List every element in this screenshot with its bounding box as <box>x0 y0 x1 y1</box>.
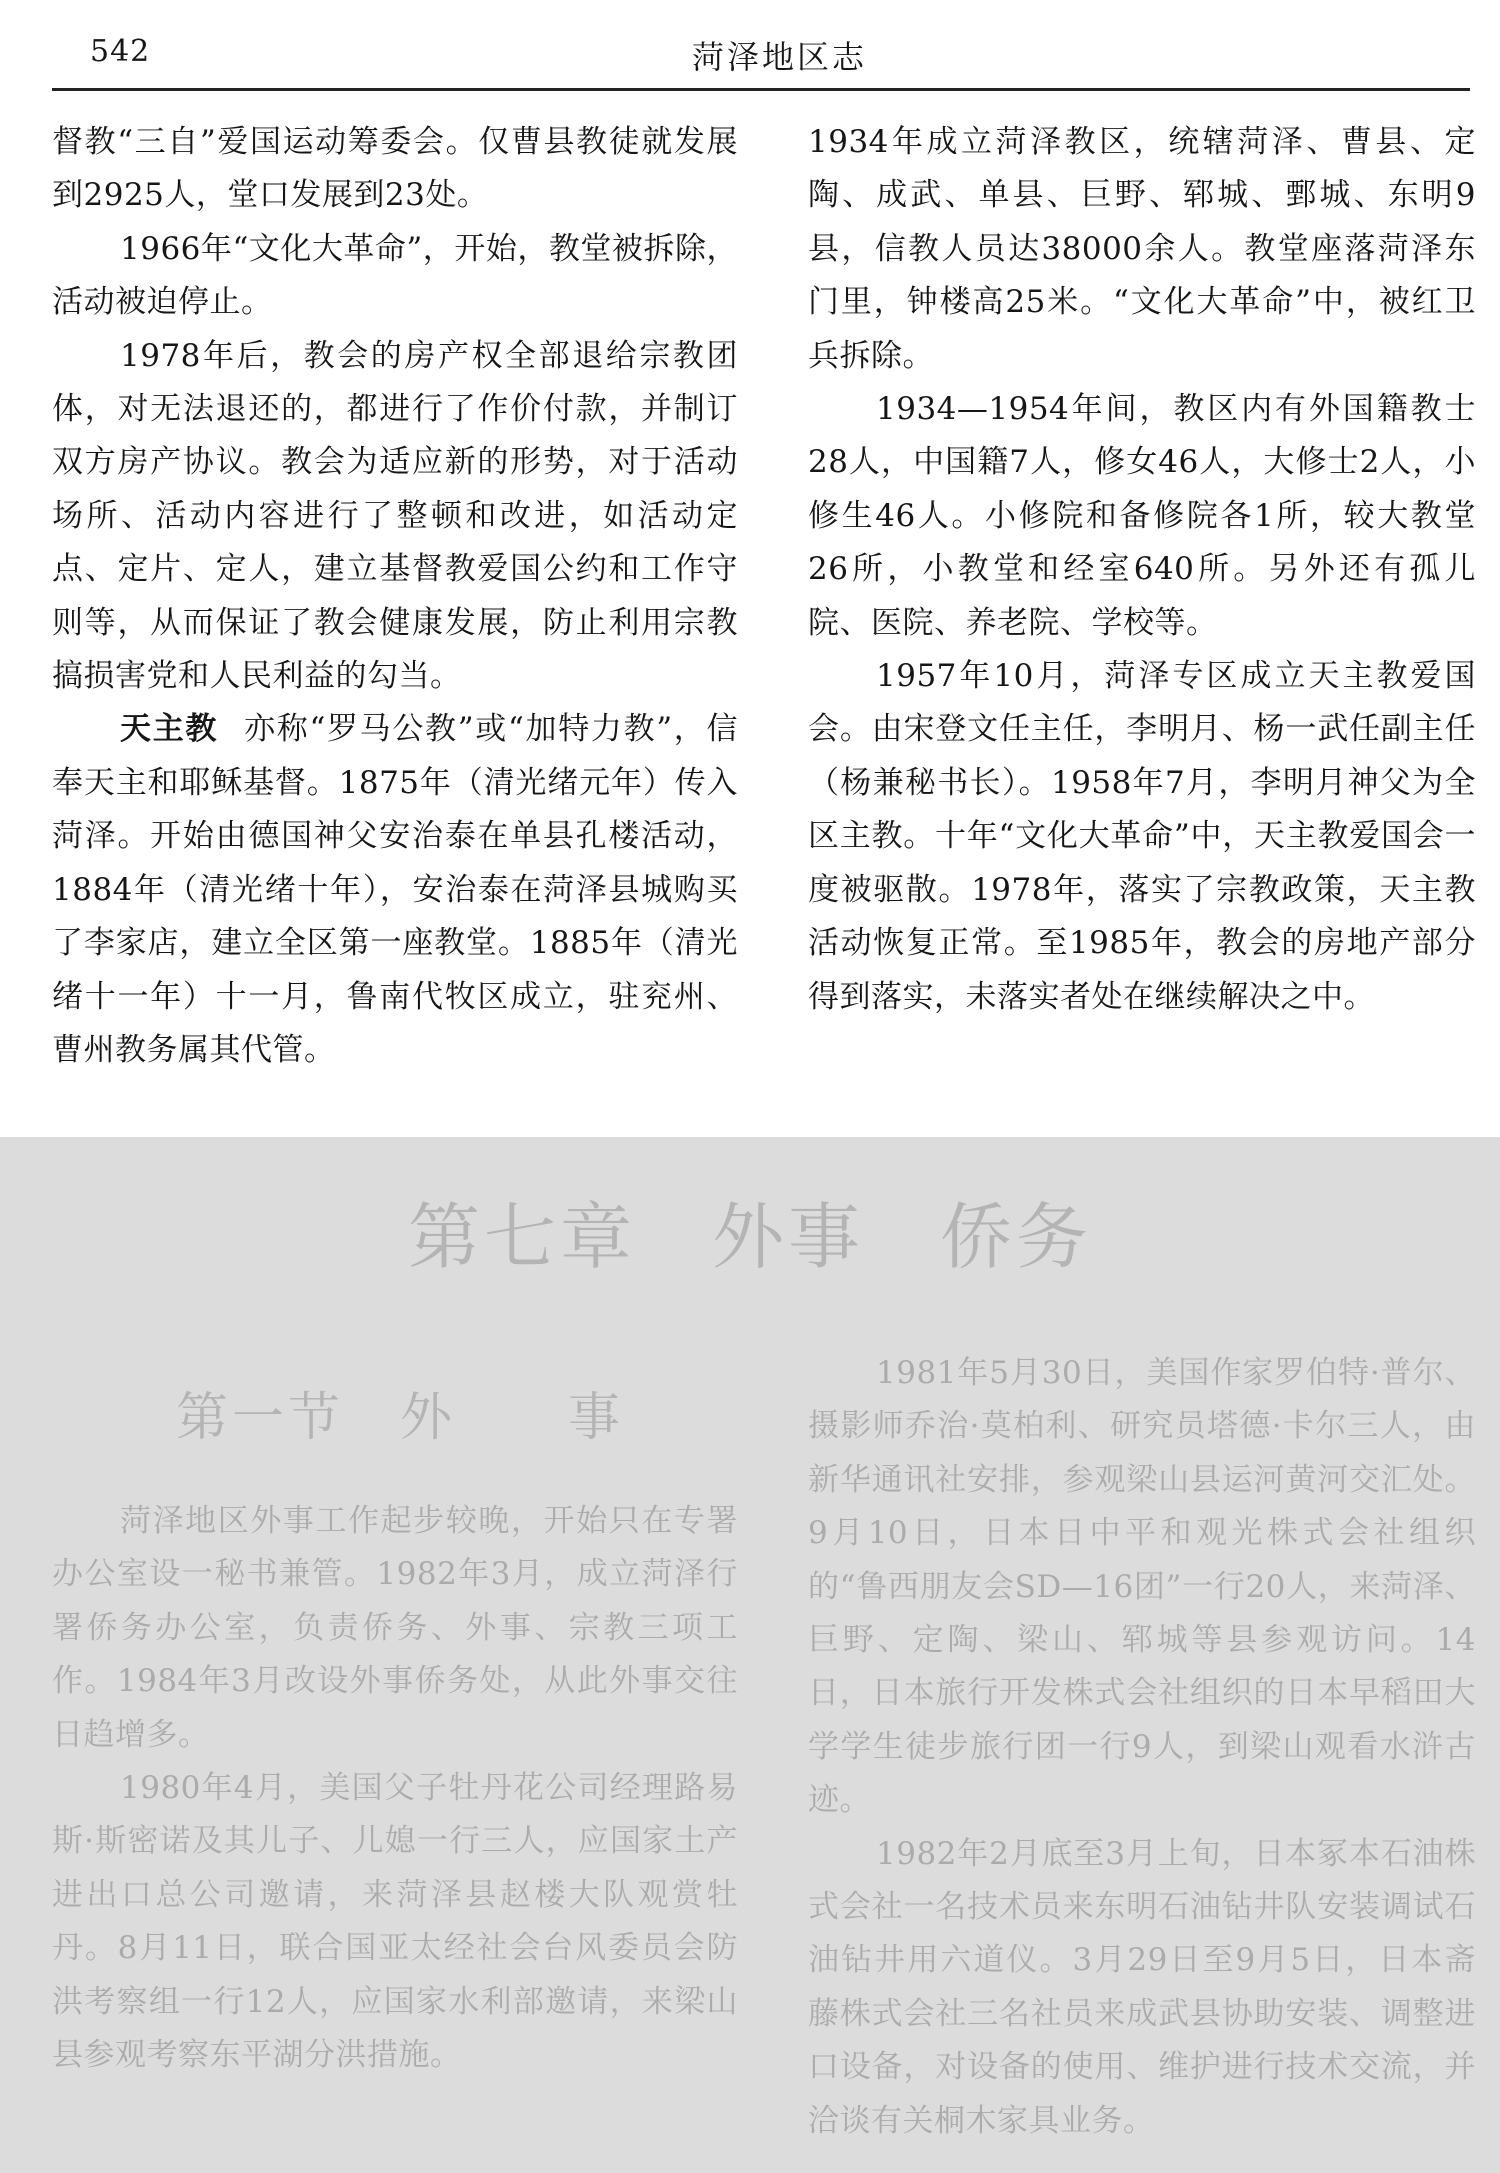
paragraph: 1982年2月底至3月上旬，日本冢本石油株式会社一名技术员来东明石油钻井队安装调试石油钻井用六道仪。3月29日至9月5日，日本斋藤株式会社三名社员来成武县协助安装、调整进口设备，对设备的使用、维护进行技术交流，并洽谈有关桐木家具业务。 <box>808 1835 1476 2139</box>
faded-lower-section <box>0 1137 1500 2173</box>
paragraph: 1966年“文化大革命”，开始，教堂被拆除，活动被迫停止。 <box>52 230 738 321</box>
lower-right-column <box>808 1347 1476 2148</box>
paragraph: 1957年10月，菏泽专区成立天主教爱国会。由宋登文任主任，李明月、杨一武任副主任（杨兼秘书长）。1958年7月，李明月神父为全区主教。十年“文化大革命”中，天主教爱国会一度被驱散。1978年，落实了宗教政策，天主教活动恢复正常。至1985年，教会的房地产部分得到落实，未落实者处在继续解决之中。 <box>808 658 1476 1015</box>
paragraph: 菏泽地区外事工作起步较晚，开始只在专署办公室设一秘书兼管。1982年3月，成立菏泽行署侨务办公室，负责侨务、外事、宗教三项工作。1984年3月改设外事侨务处，从此外事交往日趋增多。 <box>52 1503 738 1753</box>
upper-left-column <box>52 116 738 1077</box>
paragraph: 1978年后，教会的房产权全部退给宗教团体，对无法退还的，都进行了作价付款，并制订双方房产协议。教会为适应新的形势，对于活动场所、活动内容进行了整顿和改进，如活动定点、定片、定人，建立基督教爱国公约和工作守则等，从而保证了教会健康发展，防止利用宗教搞损害党和人民利益的勾当。 <box>52 337 738 695</box>
section-title: 第一节 外 事 <box>176 1388 625 1448</box>
upper-right-column <box>808 116 1476 1024</box>
paragraph: 1981年5月30日，美国作家罗伯特·普尔、摄影师乔治·莫柏利、研究员塔德·卡尔三人，由新华通讯社安排，参观梁山县运河黄河交汇处。9月10日，日本日中平和观光株式会社组织的“鲁西朋友会SD—16团”一行20人，来菏泽、巨野、定陶、梁山、郓城等县参观访问。14日，日本旅行开发株式会社组织的日本早稻田大学学生徒步旅行团一行9人，到梁山观看水浒古迹。 <box>808 1355 1476 1819</box>
paragraph: 1980年4月，美国父子牡丹花公司经理路易斯·斯密诺及其儿子、儿媳一行三人，应国家土产进出口总公司邀请，来菏泽县赵楼大队观赏牡丹。8月11日，联合国亚太经社会台风委员会防洪考察组一行12人，应国家水利部邀请，来梁山县参观考察东平湖分洪措施。 <box>52 1770 738 2074</box>
lower-left-column <box>52 1495 738 2082</box>
chapter-title: 第七章 外事 侨务 <box>407 1195 1092 1279</box>
catholic-term: 天主教 <box>120 711 219 748</box>
page-header <box>52 24 1470 91</box>
running-title: 菏泽地区志 <box>692 38 868 76</box>
paragraph: 1934—1954年间，教区内有外国籍教士28人，中国籍7人，修女46人，大修士2人，小修生46人。小修院和备修院各1所，较大教堂26所，小教堂和经室640所。另外还有孤儿院、医院、养老院、学校等。 <box>808 391 1476 641</box>
catholic-text: 亦称“罗马公教”或“加特力教”，信奉天主和耶稣基督。1875年（清光绪元年）传入菏泽。开始由德国神父安治泰在单县孔楼活动，1884年（清光绪十年），安治泰在菏泽县城购买了李家店，建立全区第一座教堂。1885年（清光绪十一年）十一月，鲁南代牧区成立，驻兖州、曹州教务属其代管。 <box>52 711 738 1068</box>
paragraph: 1934年成立菏泽教区，统辖菏泽、曹县、定陶、成武、单县、巨野、郓城、鄄城、东明9县，信教人员达38000余人。教堂座落菏泽东门里，钟楼高25米。“文化大革命”中，被红卫兵拆除。 <box>808 124 1476 374</box>
catholic-paragraph <box>52 703 738 1077</box>
page-number: 542 <box>90 34 151 69</box>
paragraph: 督教“三自”爱国运动筹委会。仅曹县教徒就发展到2925人，堂口发展到23处。 <box>52 124 738 214</box>
